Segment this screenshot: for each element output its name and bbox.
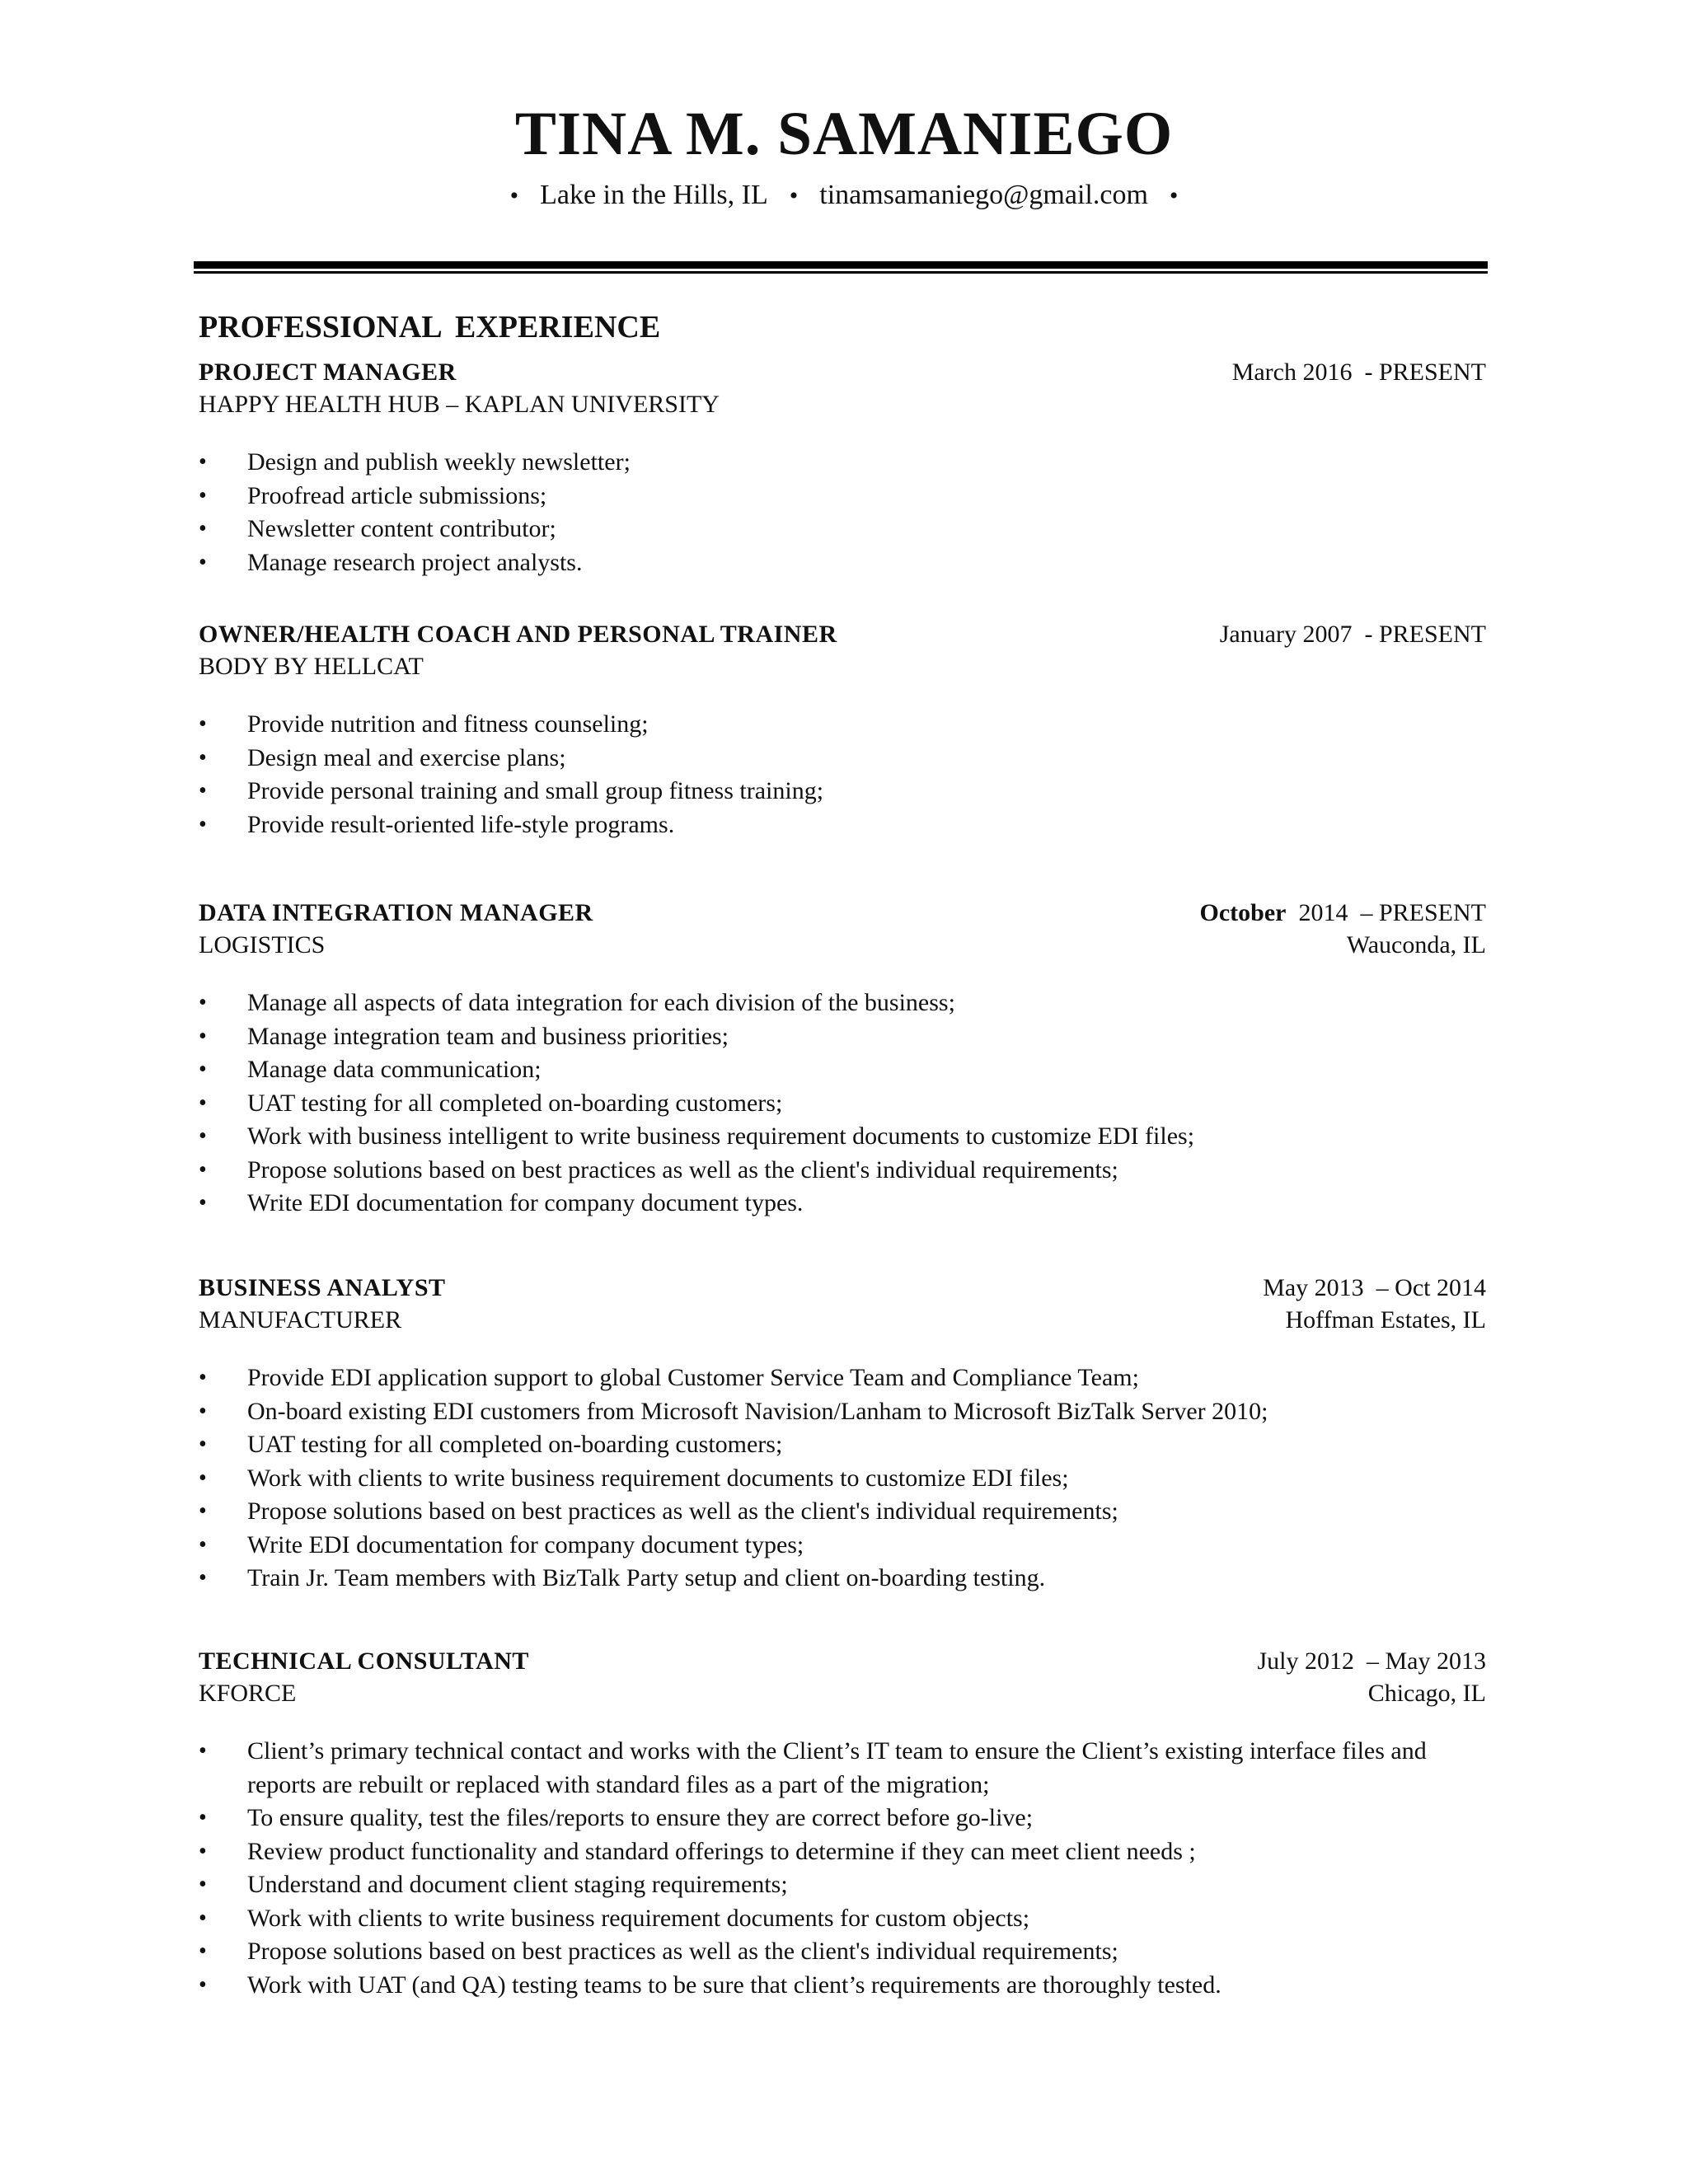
bullet-icon: • [199, 1938, 207, 1964]
list-item: • Manage all aspects of data integration for each division of the business; [199, 987, 1486, 1020]
job-org-row [199, 650, 1486, 682]
bullet-icon: • [199, 1365, 207, 1390]
bullet-icon: • [199, 1805, 207, 1830]
list-item: • Manage data communication; [199, 1053, 1486, 1087]
job-org-row [199, 929, 1486, 961]
bullet-icon: • [199, 1023, 207, 1049]
list-item: • Client’s primary technical contact and works with the Client’s IT team to ensure the Client’s existing interface files and reports are rebuilt or replaced with standard files as a part of the migration; [199, 1735, 1468, 1802]
job-location: Hoffman Estates, IL [1285, 1306, 1486, 1333]
bullet-icon: • [199, 549, 207, 575]
list-item: • Provide EDI application support to global Customer Service Team and Compliance Team; [199, 1361, 1486, 1395]
list-item: • Manage research project analysts. [199, 546, 1486, 580]
job-dates: January 2007 - PRESENT [1219, 621, 1486, 648]
list-item: • Propose solutions based on best practices as well as the client's individual requirements; [199, 1495, 1486, 1529]
list-item: • Provide nutrition and fitness counseling; [199, 708, 1486, 742]
bullet-icon: • [199, 1398, 207, 1424]
job-header [199, 897, 1486, 929]
bullet-icon: • [199, 1190, 207, 1216]
bullet-icon: • [199, 1738, 207, 1764]
list-item: • Work with UAT (and QA) testing teams to be sure that client’s requirements are thoroughly tested. [199, 1969, 1468, 2003]
bullet-icon: • [199, 744, 207, 771]
job-dates: October 2014 – PRESENT [1199, 899, 1486, 926]
job-entry [199, 356, 1486, 579]
job-org-row [199, 1304, 1486, 1336]
bullet-icon: • [199, 778, 207, 804]
bullet-icon: • [199, 1057, 207, 1082]
job-duties [199, 446, 1486, 579]
job-dates: July 2012 – May 2013 [1257, 1647, 1486, 1675]
list-item: • Provide result-oriented life-style programs. [199, 808, 1486, 842]
job-title: TECHNICAL CONSULTANT [199, 1647, 529, 1675]
job-location: Wauconda, IL [1346, 931, 1486, 958]
bullet-icon: • [199, 482, 207, 509]
header-divider-thin [194, 271, 1488, 274]
contact-email[interactable]: tinamsamaniego@gmail.com [819, 180, 1148, 210]
list-item: • Work with clients to write business requirement documents for custom objects; [199, 1902, 1468, 1936]
job-header [199, 1272, 1486, 1304]
list-item: • Propose solutions based on best practices as well as the client's individual requirements; [199, 1154, 1486, 1188]
bullet-icon: • [199, 1872, 207, 1897]
list-item: • Propose solutions based on best practices as well as the client's individual requirements; [199, 1935, 1468, 1969]
list-item: • To ensure quality, test the files/reports to ensure they are correct before go-live; [199, 1802, 1468, 1835]
bullet-icon: • [199, 1838, 207, 1864]
job-org-row [199, 388, 1486, 420]
bullet-icon: • [199, 1090, 207, 1116]
list-item: • Design meal and exercise plans; [199, 742, 1486, 776]
list-item: • Write EDI documentation for company document types; [199, 1529, 1486, 1563]
job-organization: HAPPY HEALTH HUB – KAPLAN UNIVERSITY [199, 391, 720, 418]
job-title: PROJECT MANAGER [199, 359, 457, 386]
list-item: • Provide personal training and small group fitness training; [199, 775, 1486, 808]
job-dates: March 2016 - PRESENT [1231, 359, 1486, 386]
bullet-icon: • [509, 182, 519, 209]
list-item: • Understand and document client staging requirements; [199, 1868, 1468, 1902]
bullet-icon: • [199, 1498, 207, 1524]
bullet-icon: • [1169, 182, 1179, 209]
job-org-row [199, 1677, 1486, 1709]
section-title: PROFESSIONAL EXPERIENCE [199, 310, 661, 344]
header-divider-thick [194, 261, 1488, 269]
job-entry [199, 897, 1486, 1221]
list-item: • Write EDI documentation for company document types. [199, 1187, 1486, 1221]
bullet-icon: • [199, 1432, 207, 1457]
job-header [199, 1645, 1486, 1677]
job-title: OWNER/HEALTH COACH AND PERSONAL TRAINER [199, 621, 837, 648]
bullet-icon: • [199, 1565, 207, 1591]
list-item: • On-board existing EDI customers from Microsoft Navision/Lanham to Microsoft BizTalk Server 2010; [199, 1395, 1486, 1429]
list-item: • Design and publish weekly newsletter; [199, 446, 1486, 480]
bullet-icon: • [199, 811, 207, 837]
list-item: • Review product functionality and standard offerings to determine if they can meet client needs ; [199, 1835, 1468, 1869]
list-item: • Newsletter content contributor; [199, 513, 1486, 546]
bullet-icon: • [199, 516, 207, 541]
job-location: Chicago, IL [1367, 1680, 1486, 1707]
job-duties [199, 708, 1486, 841]
job-organization: BODY BY HELLCAT [199, 653, 424, 680]
job-organization: MANUFACTURER [199, 1306, 402, 1333]
job-header [199, 356, 1486, 388]
job-title: BUSINESS ANALYST [199, 1274, 446, 1301]
job-duties [199, 1735, 1468, 2002]
job-header [199, 618, 1486, 650]
bullet-icon: • [199, 449, 207, 475]
job-entry [199, 1645, 1486, 2002]
bullet-icon: • [199, 1531, 207, 1558]
job-duties [199, 1361, 1486, 1596]
bullet-icon: • [199, 1123, 207, 1149]
list-item: • UAT testing for all completed on-boarding customers; [199, 1087, 1486, 1121]
contact-location: Lake in the Hills, IL [540, 180, 768, 210]
bullet-icon: • [199, 990, 207, 1015]
contact-line [0, 176, 1688, 215]
job-organization: KFORCE [199, 1680, 297, 1707]
job-duties [199, 987, 1486, 1221]
bullet-icon: • [199, 1156, 207, 1183]
bullet-icon: • [199, 1971, 207, 1998]
job-organization: LOGISTICS [199, 931, 326, 958]
list-item: • Train Jr. Team members with BizTalk Party setup and client on-boarding testing. [199, 1562, 1486, 1596]
list-item: • Work with clients to write business requirement documents to customize EDI files; [199, 1462, 1486, 1496]
job-title: DATA INTEGRATION MANAGER [199, 899, 593, 926]
job-entry [199, 1272, 1486, 1596]
bullet-icon: • [199, 711, 207, 737]
job-entry [199, 618, 1486, 841]
candidate-name: TINA M. SAMANIEGO [514, 100, 1174, 168]
list-item: • Proofread article submissions; [199, 480, 1486, 513]
list-item: • UAT testing for all completed on-boarding customers; [199, 1428, 1486, 1462]
list-item: • Work with business intelligent to write business requirement documents to customize EDI files; [199, 1120, 1486, 1154]
bullet-icon: • [789, 182, 799, 209]
list-item: • Manage integration team and business priorities; [199, 1020, 1486, 1054]
job-dates: May 2013 – Oct 2014 [1263, 1274, 1486, 1301]
bullet-icon: • [199, 1905, 207, 1931]
bullet-icon: • [199, 1465, 207, 1491]
